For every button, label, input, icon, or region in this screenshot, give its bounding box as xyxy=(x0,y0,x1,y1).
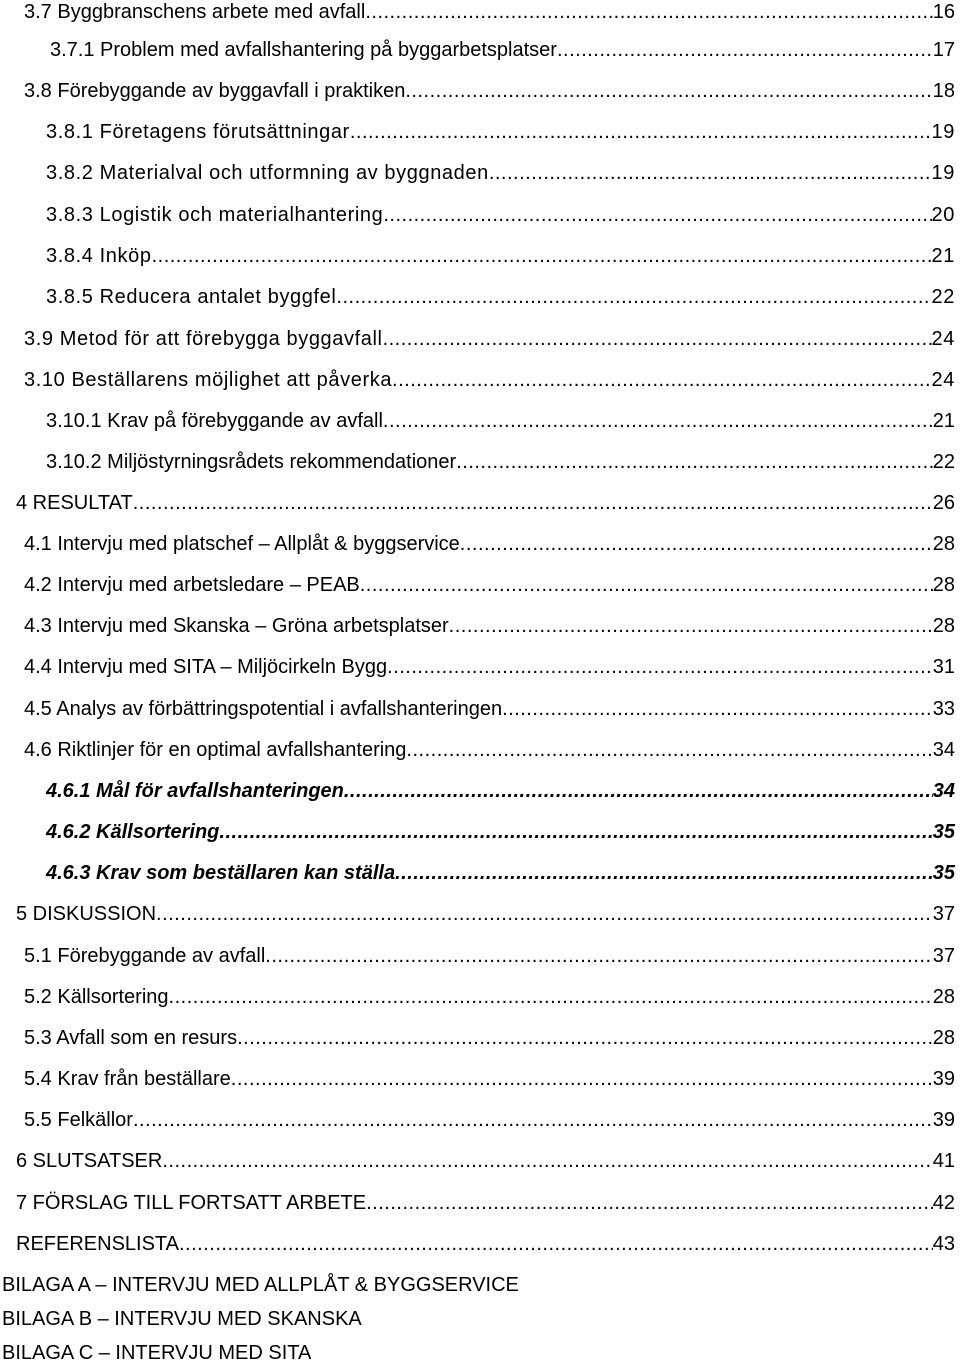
toc-dot-leader xyxy=(133,1105,933,1135)
toc-entry-page: 34 xyxy=(932,780,955,802)
toc-dot-leader xyxy=(405,76,932,106)
toc-entry[interactable] xyxy=(50,35,955,65)
toc-dot-leader xyxy=(383,406,933,436)
toc-entry-page: 31 xyxy=(932,656,955,678)
toc-entry-page: 19 xyxy=(931,162,955,184)
toc-entry-title: 3.10.1 Krav på förebyggande av avfall xyxy=(46,410,383,432)
toc-entry-title: 3.10 Beställarens möjlighet att påverka xyxy=(24,369,393,391)
appendix-entry: BILAGA C – INTERVJU MED SITA xyxy=(2,1342,312,1364)
toc-entry-page: 21 xyxy=(932,410,955,432)
toc-entry[interactable] xyxy=(24,652,955,682)
toc-entry[interactable] xyxy=(46,817,955,847)
toc-entry-title: 6 SLUTSATSER xyxy=(16,1150,163,1172)
toc-entry-title: 5.5 Felkällor xyxy=(24,1109,133,1131)
toc-entry-title: 5 DISKUSSION xyxy=(16,903,157,925)
toc-entry-title: 4.3 Intervju med Skanska – Gröna arbetsplatser xyxy=(24,615,449,637)
toc-dot-leader xyxy=(395,858,933,888)
toc-entry[interactable] xyxy=(24,0,955,27)
toc-entry-title: 3.8.2 Materialval och utformning av byggnaden xyxy=(46,162,489,184)
toc-entry-page: 19 xyxy=(931,121,955,143)
toc-entry-page: 41 xyxy=(932,1150,955,1172)
toc-entry[interactable] xyxy=(24,1105,955,1135)
toc-entry[interactable] xyxy=(16,899,955,929)
toc-entry-title: 7 FÖRSLAG TILL FORTSATT ARBETE xyxy=(16,1192,367,1214)
toc-entry[interactable] xyxy=(16,1146,955,1176)
toc-entry-page: 17 xyxy=(932,39,955,61)
toc-dot-leader xyxy=(456,447,933,477)
toc-entry[interactable] xyxy=(46,858,955,888)
toc-entry-page: 39 xyxy=(932,1068,955,1090)
toc-entry-title: REFERENSLISTA xyxy=(16,1233,179,1255)
toc-entry-title: 4.6.2 Källsortering xyxy=(46,821,220,843)
toc-dot-leader xyxy=(336,282,931,312)
toc-dot-leader xyxy=(460,529,933,559)
toc-entry-title: 4 RESULTAT xyxy=(16,492,133,514)
toc-entry[interactable] xyxy=(24,1064,955,1094)
toc-entry-page: 42 xyxy=(932,1192,955,1214)
toc-dot-leader xyxy=(237,1023,933,1053)
toc-entry-page: 37 xyxy=(932,903,955,925)
toc-entry[interactable] xyxy=(24,941,955,971)
toc-entry-page: 16 xyxy=(932,1,955,23)
toc-dot-leader xyxy=(156,899,933,929)
toc-entry[interactable] xyxy=(24,76,955,106)
toc-entry-title: 3.10.2 Miljöstyrningsrådets rekommendationer xyxy=(46,451,457,473)
appendix-entry: BILAGA A – INTERVJU MED ALLPLÅT & BYGGSERVICE xyxy=(2,1274,519,1296)
toc-dot-leader xyxy=(265,941,932,971)
toc-entry[interactable] xyxy=(24,570,955,600)
toc-dot-leader xyxy=(350,117,932,147)
toc-dot-leader xyxy=(502,694,933,724)
toc-entry[interactable] xyxy=(46,447,955,477)
toc-entry-title: 5.2 Källsortering xyxy=(24,986,169,1008)
toc-entry-title: 4.1 Intervju med platschef – Allplåt & byggservice xyxy=(24,533,460,555)
toc-entry[interactable] xyxy=(16,1188,955,1218)
toc-entry[interactable] xyxy=(46,117,955,147)
toc-entry[interactable] xyxy=(16,1229,955,1259)
toc-entry-page: 18 xyxy=(932,80,955,102)
toc-entry-title: 4.2 Intervju med arbetsledare – PEAB xyxy=(24,574,360,596)
toc-entry[interactable] xyxy=(24,365,955,395)
toc-entry-page: 22 xyxy=(932,451,955,473)
toc-entry-title: 4.6.1 Mål för avfallshanteringen xyxy=(46,780,344,802)
toc-dot-leader xyxy=(162,1146,932,1176)
toc-entry[interactable] xyxy=(46,241,955,271)
toc-entry[interactable] xyxy=(16,488,955,518)
toc-entry-page: 22 xyxy=(931,286,955,308)
toc-entry-page: 43 xyxy=(932,1233,955,1255)
appendix-entry: BILAGA B – INTERVJU MED SKANSKA xyxy=(2,1308,362,1330)
toc-entry[interactable] xyxy=(46,406,955,436)
toc-entry-title: 5.3 Avfall som en resurs xyxy=(24,1027,238,1049)
toc-dot-leader xyxy=(365,0,932,27)
toc-dot-leader xyxy=(366,1188,933,1218)
toc-entry-title: 3.8 Förebyggande av byggavfall i praktiken xyxy=(24,80,406,102)
toc-entry-page: 28 xyxy=(932,533,955,555)
toc-dot-leader xyxy=(383,200,931,230)
toc-entry-page: 28 xyxy=(932,574,955,596)
toc-entry[interactable] xyxy=(46,776,955,806)
toc-dot-leader xyxy=(489,158,932,188)
toc-dot-leader xyxy=(383,324,932,354)
toc-entry[interactable] xyxy=(24,735,955,765)
toc-entry-title: 4.6.3 Krav som beställaren kan ställa xyxy=(46,862,396,884)
toc-dot-leader xyxy=(387,652,933,682)
toc-entry-title: 5.1 Förebyggande av avfall xyxy=(24,945,266,967)
toc-entry[interactable] xyxy=(46,282,955,312)
toc-entry-title: 3.7 Byggbranschens arbete med avfall xyxy=(24,1,366,23)
toc-dot-leader xyxy=(219,817,932,847)
toc-entry-title: 4.5 Analys av förbättringspotential i avfallshanteringen xyxy=(24,698,503,720)
toc-entry-page: 28 xyxy=(932,1027,955,1049)
toc-entry[interactable] xyxy=(24,1023,955,1053)
toc-entry-page: 35 xyxy=(932,862,955,884)
toc-entry[interactable] xyxy=(24,529,955,559)
toc-entry-title: 3.7.1 Problem med avfallshantering på byggarbetsplatser xyxy=(50,39,557,61)
toc-dot-leader xyxy=(392,365,932,395)
toc-entry-title: 3.8.1 Företagens förutsättningar xyxy=(46,121,350,143)
toc-dot-leader xyxy=(557,35,933,65)
toc-dot-leader xyxy=(179,1229,933,1259)
toc-entry-title: 3.8.3 Logistik och materialhantering xyxy=(46,204,384,226)
toc-dot-leader xyxy=(169,982,933,1012)
toc-entry-page: 34 xyxy=(932,739,955,761)
toc-entry[interactable] xyxy=(24,694,955,724)
toc-entry[interactable] xyxy=(24,982,955,1012)
toc-entry[interactable] xyxy=(24,324,955,354)
toc-dot-leader xyxy=(344,776,933,806)
toc-dot-leader xyxy=(449,611,933,641)
toc-entry-page: 33 xyxy=(932,698,955,720)
toc-entry-page: 28 xyxy=(932,615,955,637)
toc-dot-leader xyxy=(406,735,932,765)
toc-entry[interactable] xyxy=(46,200,955,230)
toc-entry-page: 24 xyxy=(931,328,955,350)
toc-dot-leader xyxy=(152,241,932,271)
toc-dot-leader xyxy=(231,1064,933,1094)
toc-entry-title: 5.4 Krav från beställare xyxy=(24,1068,231,1090)
toc-entry-page: 35 xyxy=(932,821,955,843)
toc-entry-title: 3.9 Metod för att förebygga byggavfall xyxy=(24,328,383,350)
toc-entry-page: 26 xyxy=(932,492,955,514)
toc-entry[interactable] xyxy=(24,611,955,641)
toc-entry-page: 24 xyxy=(931,369,955,391)
toc-entry-title: 4.6 Riktlinjer för en optimal avfallshantering xyxy=(24,739,407,761)
toc-entry-page: 21 xyxy=(931,245,955,267)
toc-entry-title: 4.4 Intervju med SITA – Miljöcirkeln Bygg xyxy=(24,656,388,678)
toc-entry-title: 3.8.5 Reducera antalet byggfel xyxy=(46,286,337,308)
toc-entry-title: 3.8.4 Inköp xyxy=(46,245,152,267)
toc-entry-page: 28 xyxy=(932,986,955,1008)
toc-entry-page: 39 xyxy=(932,1109,955,1131)
toc-entry-page: 20 xyxy=(931,204,955,226)
toc-entry-page: 37 xyxy=(932,945,955,967)
toc-entry[interactable] xyxy=(46,158,955,188)
toc-dot-leader xyxy=(360,570,933,600)
toc-dot-leader xyxy=(133,488,933,518)
